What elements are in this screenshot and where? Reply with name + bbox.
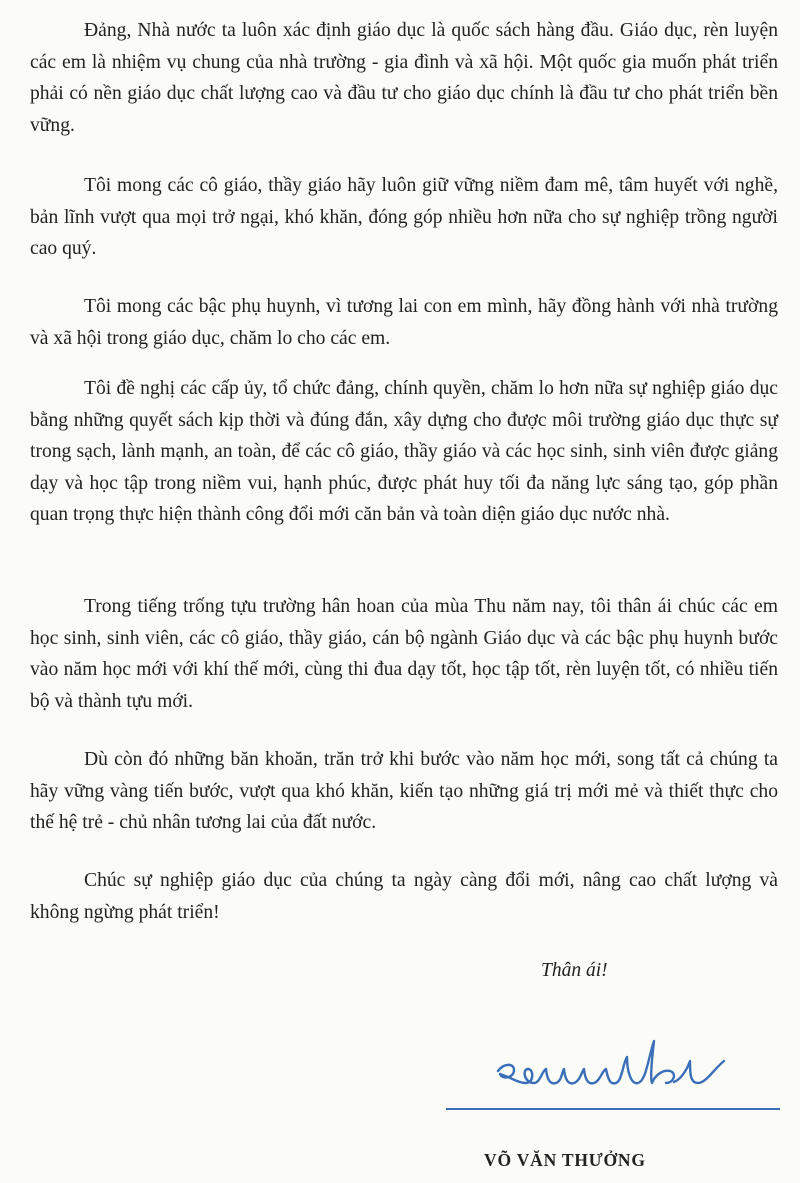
letter-paragraph: Dù còn đó những băn khoăn, trăn trở khi bước vào năm học mới, song tất cả chúng ta hãy vững vàng tiến bước, vượt qua khó khăn, kiến tạo những giá trị mới mẻ và thiết thực cho thế hệ trẻ - chủ nhân tương lai của đất nước. xyxy=(30,749,778,833)
handwritten-signature xyxy=(490,1033,740,1105)
letter-paragraph: Chúc sự nghiệp giáo dục của chúng ta ngày càng đổi mới, nâng cao chất lượng và không ngừng phát triển! xyxy=(30,870,778,923)
letter-paragraph: Tôi mong các bậc phụ huynh, vì tương lai con em mình, hãy đồng hành với nhà trường và xã hội trong giáo dục, chăm lo cho các em. xyxy=(30,296,778,349)
closing-greeting: Thân ái! xyxy=(541,960,608,981)
letter-paragraph: Trong tiếng trống tựu trường hân hoan của mùa Thu năm nay, tôi thân ái chúc các em học sinh, sinh viên, các cô giáo, thầy giáo, cán bộ ngành Giáo dục và các bậc phụ huynh bước vào năm học mới với khí thế mới, cùng thi đua dạy tốt, học tập tốt, rèn luyện tốt, có nhiều tiến bộ và thành tựu mới. xyxy=(30,596,778,712)
letter-paragraph: Đảng, Nhà nước ta luôn xác định giáo dục là quốc sách hàng đầu. Giáo dục, rèn luyện các em là nhiệm vụ chung của nhà trường - gia đình và xã hội. Một quốc gia muốn phát triển phải có nền giáo dục chất lượng cao và đầu tư cho giáo dục chính là đầu tư cho phát triển bền vững. xyxy=(30,20,778,136)
letter-paragraph: Tôi đề nghị các cấp ủy, tổ chức đảng, chính quyền, chăm lo hơn nữa sự nghiệp giáo dục bằng những quyết sách kịp thời và đúng đắn, xây dựng cho được môi trường giáo dục thực sự trong sạch, lành mạnh, an toàn, để các cô giáo, thầy giáo và các học sinh, sinh viên được giảng dạy và học tập trong niềm vui, hạnh phúc, được phát huy tối đa năng lực sáng tạo, góp phần quan trọng thực hiện thành công đổi mới căn bản và toàn diện giáo dục nước nhà. xyxy=(30,378,778,525)
signature-underline xyxy=(446,1108,780,1110)
letter-paragraph: Tôi mong các cô giáo, thầy giáo hãy luôn giữ vững niềm đam mê, tâm huyết với nghề, bản lĩnh vượt qua mọi trở ngại, khó khăn, đóng góp nhiều hơn nữa cho sự nghiệp trồng người cao quý. xyxy=(30,175,778,259)
signer-name: VÕ VĂN THƯỞNG xyxy=(484,1150,646,1170)
